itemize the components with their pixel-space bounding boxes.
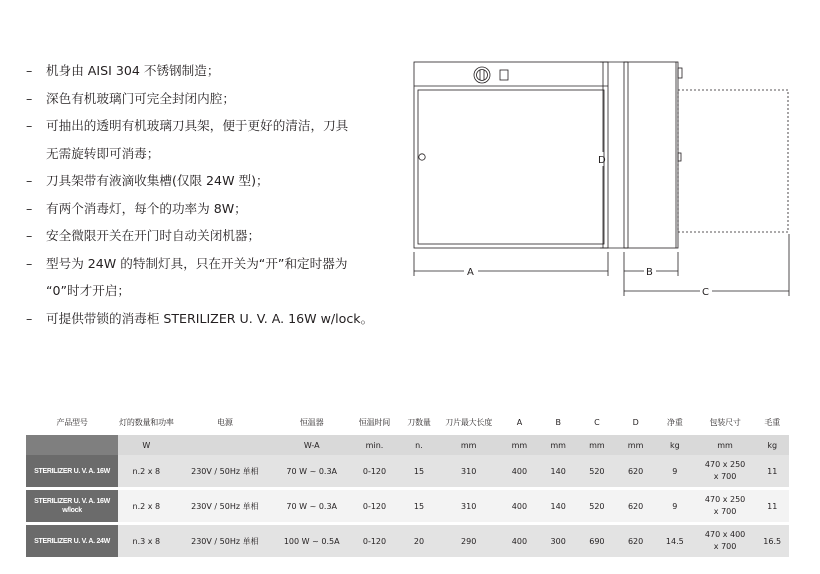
table-cell: 20 <box>401 524 438 559</box>
feature-text: 型号为 24W 的特制灯具，只在开关为“开”和定时器为 <box>46 255 348 271</box>
model-name-cell: STERILIZER U. V. A. 16W w/lock <box>26 489 118 524</box>
package-size-part: x 700 <box>713 542 737 551</box>
table-cell: 9 <box>655 489 695 524</box>
unit-cell: mm <box>616 435 655 455</box>
table-cell: 0-120 <box>348 524 400 559</box>
technical-drawing <box>400 50 800 305</box>
table-cell: 400 <box>500 489 539 524</box>
table-header-row <box>26 409 789 435</box>
feature-item <box>26 85 396 113</box>
table-cell: 230V / 50Hz 单相 <box>175 489 275 524</box>
column-header: D <box>632 417 639 427</box>
unit-cell: mm <box>578 435 617 455</box>
bullet-dash: – <box>26 90 33 106</box>
table-cell: 140 <box>539 489 578 524</box>
table-cell: 15 <box>401 489 438 524</box>
table-cell: 400 <box>500 455 539 489</box>
table-cell: 290 <box>437 524 500 559</box>
feature-text: 无需旋转即可消毒； <box>46 145 160 161</box>
table-cell: 620 <box>616 489 655 524</box>
column-header: 恒温时间 <box>358 417 391 427</box>
feature-item <box>26 167 396 195</box>
table-cell: 11 <box>755 455 789 489</box>
package-size-cell <box>695 455 756 489</box>
door-knob-icon <box>419 154 425 160</box>
unit-cell: mm <box>539 435 578 455</box>
table-cell: 11 <box>755 489 789 524</box>
unit-cell: kg <box>755 435 789 455</box>
table-cell: 70 W ~ 0.3A <box>275 489 348 524</box>
unit-cell: mm <box>437 435 500 455</box>
table-cell: 0-120 <box>348 455 400 489</box>
table-cell: 100 W ~ 0.5A <box>275 524 348 559</box>
timer-icon <box>500 70 508 80</box>
table-cell: 300 <box>539 524 578 559</box>
feature-text: 可提供带锁的消毒柜 STERILIZER U. V. A. 16W w/lock。 <box>46 310 374 326</box>
table-cell: 310 <box>437 489 500 524</box>
table-cell: 620 <box>616 455 655 489</box>
column-header: B <box>555 417 561 427</box>
bullet-dash: – <box>26 63 33 78</box>
feature-text: 安全微限开关在开门时自动关闭机器； <box>46 228 261 243</box>
table-row <box>26 489 789 524</box>
unit-cell: mm <box>500 435 539 455</box>
table-cell: 310 <box>437 455 500 489</box>
table-cell: 520 <box>578 489 617 524</box>
table-row <box>26 524 789 559</box>
feature-text: 机身由 AISI 304 不锈钢制造； <box>46 63 220 78</box>
table-cell: 9 <box>655 455 695 489</box>
feature-item <box>26 195 396 223</box>
feature-item <box>26 57 396 85</box>
dimension-label-d: D <box>598 155 606 166</box>
package-size-part: 470 x 250 <box>704 460 746 469</box>
table-cell: n.2 x 8 <box>118 455 175 489</box>
unit-cell: W <box>118 435 175 455</box>
column-header: 净重 <box>667 417 683 427</box>
table-cell: 0-120 <box>348 489 400 524</box>
unit-cell: kg <box>655 435 695 455</box>
specification-table <box>26 409 789 560</box>
table-cell: 15 <box>401 455 438 489</box>
table-cell: n.2 x 8 <box>118 489 175 524</box>
extended-rack-outline <box>678 90 788 232</box>
column-header: 毛重 <box>764 417 781 427</box>
column-header: 产品型号 <box>56 417 88 427</box>
table-cell: 14.5 <box>655 524 695 559</box>
column-header: 刀数量 <box>407 417 431 427</box>
bullet-dash: – <box>26 173 33 188</box>
bullet-dash: – <box>26 200 33 216</box>
table-cell: 400 <box>500 524 539 559</box>
table-row <box>26 455 789 489</box>
table-cell: 70 W ~ 0.3A <box>275 455 348 489</box>
column-header: 灯的数量和功率 <box>119 417 174 427</box>
table-units-row <box>26 435 789 455</box>
table-cell: 16.5 <box>755 524 789 559</box>
table-cell: 690 <box>578 524 617 559</box>
feature-text: 深色有机玻璃门可完全封闭内腔； <box>46 90 235 106</box>
package-size-part: x 700 <box>713 507 737 516</box>
bullet-dash: – <box>26 228 33 243</box>
package-size-part: x 700 <box>713 472 737 481</box>
unit-cell: mm <box>695 435 756 455</box>
dimension-label-a: A <box>467 267 474 278</box>
package-size-part: 470 x 250 <box>704 495 746 504</box>
feature-list <box>26 57 396 332</box>
column-header: 恒温器 <box>300 417 324 427</box>
feature-item <box>26 222 396 250</box>
feature-text: 有两个消毒灯，每个的功率为 8W； <box>46 200 247 216</box>
bullet-dash: – <box>26 255 33 271</box>
feature-text: 可抽出的透明有机玻璃刀具架，便于更好的清洁，刀具 <box>46 118 349 133</box>
unit-cell <box>175 435 275 455</box>
table-cell: 620 <box>616 524 655 559</box>
bullet-dash: – <box>26 118 33 133</box>
model-name-cell: STERILIZER U. V. A. 16W <box>26 455 118 489</box>
dimension-label-c: C <box>702 287 709 298</box>
unit-cell: min. <box>348 435 400 455</box>
package-size-part: 470 x 400 <box>704 530 746 539</box>
table-cell: 230V / 50Hz 单相 <box>175 524 275 559</box>
feature-text: “0”时才开启； <box>46 283 131 298</box>
unit-cell: W-A <box>275 435 348 455</box>
dimension-label-b: B <box>646 267 653 278</box>
table-cell: 230V / 50Hz 单相 <box>175 455 275 489</box>
package-size-cell <box>695 489 756 524</box>
column-header: 电源 <box>217 417 233 427</box>
feature-item <box>26 112 396 167</box>
unit-cell <box>26 435 118 455</box>
unit-cell: n. <box>401 435 438 455</box>
feature-item <box>26 305 396 333</box>
package-size-cell <box>695 524 756 559</box>
column-header: 包装尺寸 <box>709 417 741 427</box>
model-name-cell: STERILIZER U. V. A. 24W <box>26 524 118 559</box>
table-cell: 140 <box>539 455 578 489</box>
column-header: 刀片最大长度 <box>445 417 493 427</box>
column-header: A <box>516 417 523 427</box>
feature-text: 刀具架带有液滴收集槽(仅限 24W 型)； <box>46 173 269 188</box>
side-view-body <box>624 62 678 248</box>
table-cell: 520 <box>578 455 617 489</box>
bullet-dash: – <box>26 310 33 326</box>
table-cell: n.3 x 8 <box>118 524 175 559</box>
column-header: C <box>594 417 600 427</box>
front-view-door <box>418 90 604 244</box>
feature-item <box>26 250 396 305</box>
